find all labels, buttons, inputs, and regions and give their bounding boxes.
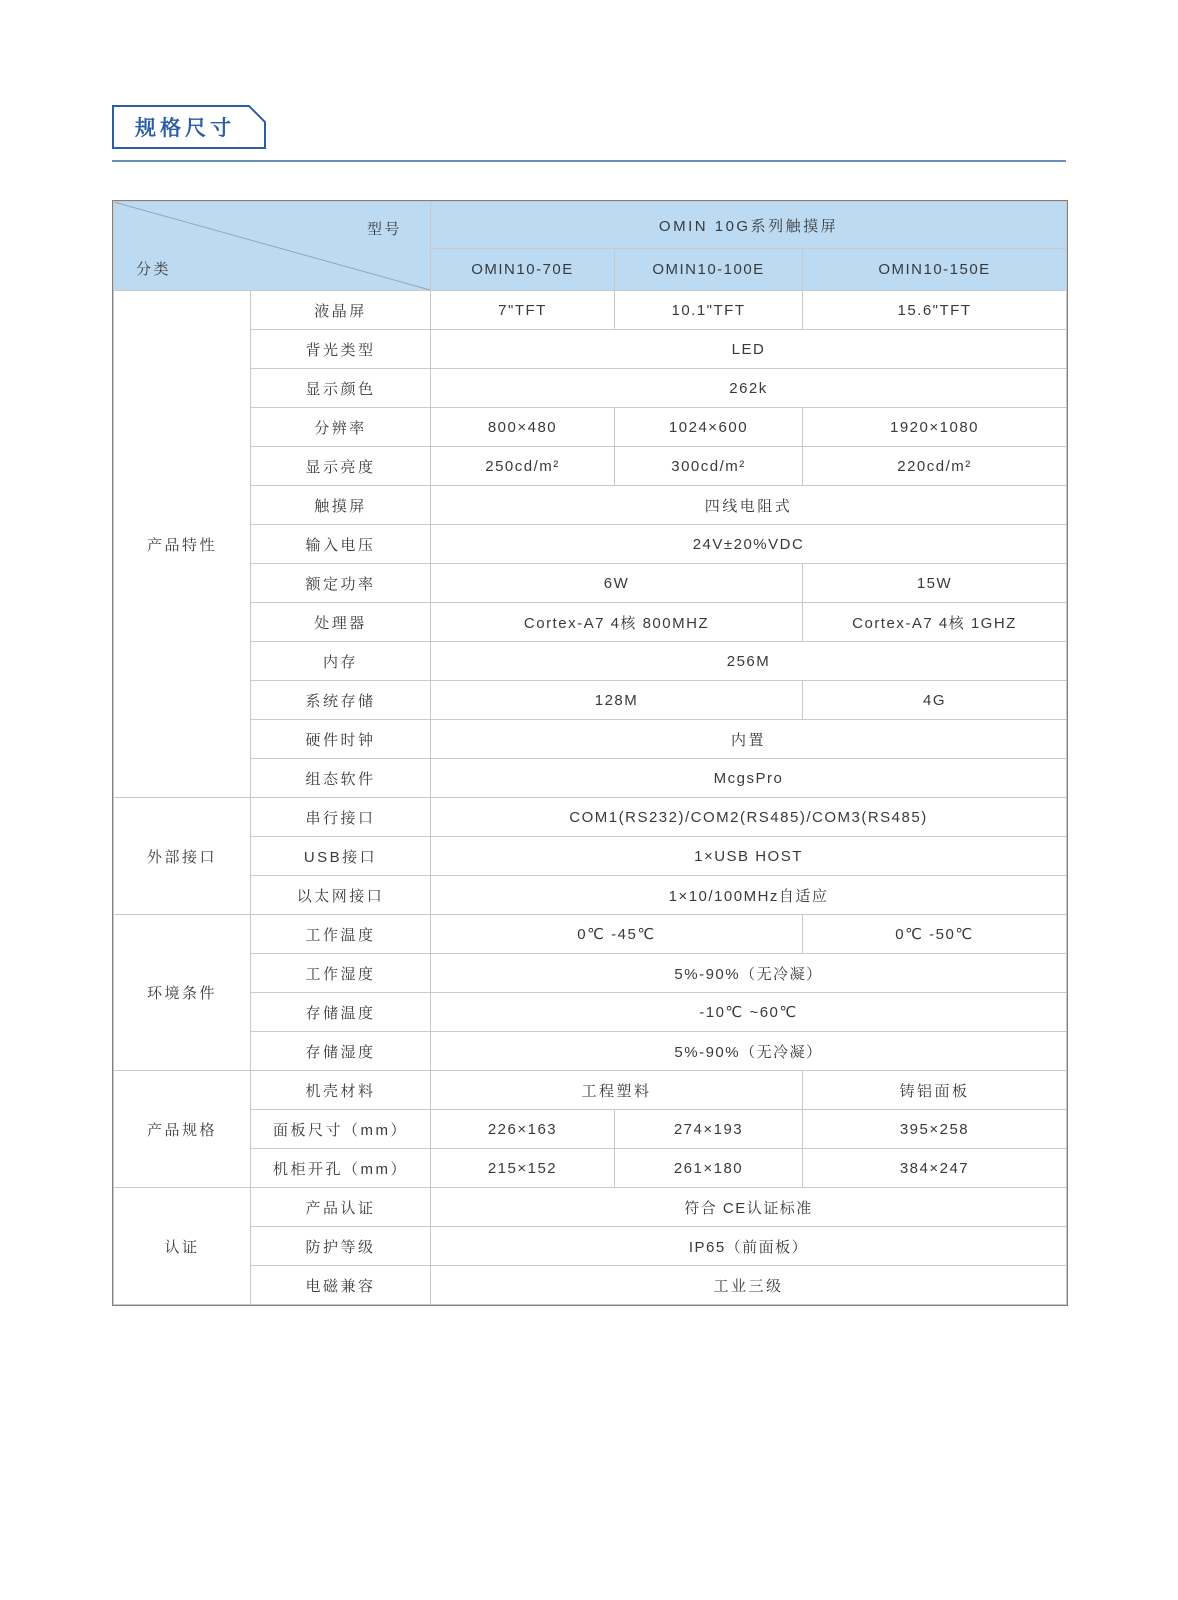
spec-value-cell: 工业三级 [431,1266,1067,1305]
spec-label-cell: 存储温度 [251,993,431,1032]
spec-label-cell: 机壳材料 [251,1071,431,1110]
spec-row [114,993,1067,1032]
spec-row [114,759,1067,798]
model-header: OMIN10-100E [615,249,803,291]
spec-value-cell: LED [431,330,1067,369]
spec-value-cell: Cortex-A7 4核 800MHZ [431,603,803,642]
spec-label-cell: 显示亮度 [251,447,431,486]
spec-value-cell: 7"TFT [431,291,615,330]
model-header: OMIN10-150E [803,249,1067,291]
spec-label-cell: 系统存储 [251,681,431,720]
spec-label-cell: 显示颜色 [251,369,431,408]
spec-row [114,447,1067,486]
spec-value-cell: 1024×600 [615,408,803,447]
corner-cell [114,202,431,291]
spec-row [114,1266,1067,1305]
spec-value-cell: 1×USB HOST [431,837,1067,876]
spec-label-cell: 面板尺寸（mm） [251,1110,431,1149]
spec-value-cell: 符合 CE认证标准 [431,1188,1067,1227]
spec-value-cell: 226×163 [431,1110,615,1149]
spec-value-cell: 395×258 [803,1110,1067,1149]
spec-row [114,1110,1067,1149]
spec-row [114,603,1067,642]
spec-row [114,408,1067,447]
spec-row [114,330,1067,369]
spec-value-cell: 262k [431,369,1067,408]
spec-value-cell: 261×180 [615,1149,803,1188]
spec-value-cell: 4G [803,681,1067,720]
category-cell: 认证 [114,1188,251,1305]
spec-label-cell: 产品认证 [251,1188,431,1227]
corner-label-model: 型号 [366,221,402,238]
spec-label-cell: 以太网接口 [251,876,431,915]
spec-label-cell: 硬件时钟 [251,720,431,759]
spec-label-cell: 液晶屏 [251,291,431,330]
spec-label-cell: 存储湿度 [251,1032,431,1071]
spec-table [112,200,1068,1306]
spec-row [114,291,1067,330]
page-title: 规格尺寸 [135,117,235,140]
spec-value-cell: 铸铝面板 [803,1071,1067,1110]
spec-label-cell: 背光类型 [251,330,431,369]
spec-value-cell: COM1(RS232)/COM2(RS485)/COM3(RS485) [431,798,1067,837]
spec-value-cell: 15.6"TFT [803,291,1067,330]
spec-row [114,1071,1067,1110]
spec-value-cell: 215×152 [431,1149,615,1188]
category-cell: 外部接口 [114,798,251,915]
spec-value-cell: 15W [803,564,1067,603]
spec-value-cell: 四线电阻式 [431,486,1067,525]
spec-value-cell: 384×247 [803,1149,1067,1188]
spec-value-cell: 1920×1080 [803,408,1067,447]
spec-row [114,915,1067,954]
spec-row [114,876,1067,915]
spec-value-cell: 24V±20%VDC [431,525,1067,564]
spec-row [114,1149,1067,1188]
spec-label-cell: 内存 [251,642,431,681]
spec-row [114,954,1067,993]
spec-label-cell: 电磁兼容 [251,1266,431,1305]
spec-row [114,720,1067,759]
corner-label-category: 分类 [136,261,172,278]
spec-label-cell: 工作温度 [251,915,431,954]
title-underline [112,160,1066,162]
spec-row [114,837,1067,876]
spec-row [114,798,1067,837]
spec-value-cell: 256M [431,642,1067,681]
spec-value-cell: 6W [431,564,803,603]
spec-row [114,486,1067,525]
category-cell: 产品特性 [114,291,251,798]
spec-value-cell: 220cd/m² [803,447,1067,486]
model-header: OMIN10-70E [431,249,615,291]
spec-label-cell: USB接口 [251,837,431,876]
spec-value-cell: 128M [431,681,803,720]
spec-label-cell: 触摸屏 [251,486,431,525]
spec-value-cell: 5%-90%（无冷凝） [431,954,1067,993]
spec-row [114,369,1067,408]
spec-value-cell: McgsPro [431,759,1067,798]
spec-value-cell: 250cd/m² [431,447,615,486]
spec-label-cell: 额定功率 [251,564,431,603]
spec-label-cell: 机柜开孔（mm） [251,1149,431,1188]
spec-row [114,681,1067,720]
spec-label-cell: 输入电压 [251,525,431,564]
spec-value-cell: -10℃ ~60℃ [431,993,1067,1032]
spec-label-cell: 防护等级 [251,1227,431,1266]
spec-value-cell: 0℃ -45℃ [431,915,803,954]
spec-value-cell: Cortex-A7 4核 1GHZ [803,603,1067,642]
spec-value-cell: 内置 [431,720,1067,759]
spec-label-cell: 分辨率 [251,408,431,447]
spec-value-cell: 10.1"TFT [615,291,803,330]
category-cell: 环境条件 [114,915,251,1071]
spec-value-cell: 0℃ -50℃ [803,915,1067,954]
spec-row [114,1227,1067,1266]
spec-value-cell: IP65（前面板） [431,1227,1067,1266]
spec-value-cell: 274×193 [615,1110,803,1149]
spec-value-cell: 1×10/100MHz自适应 [431,876,1067,915]
spec-value-cell: 工程塑料 [431,1071,803,1110]
category-cell: 产品规格 [114,1071,251,1188]
spec-row [114,1032,1067,1071]
spec-label-cell: 工作湿度 [251,954,431,993]
spec-row [114,525,1067,564]
spec-label-cell: 组态软件 [251,759,431,798]
spec-row [114,564,1067,603]
page-title-box [112,105,266,149]
spec-label-cell: 串行接口 [251,798,431,837]
spec-value-cell: 5%-90%（无冷凝） [431,1032,1067,1071]
spec-row [114,642,1067,681]
header-row-series [114,202,1067,249]
spec-label-cell: 处理器 [251,603,431,642]
spec-value-cell: 800×480 [431,408,615,447]
spec-row [114,1188,1067,1227]
series-title-cell: OMIN 10G系列触摸屏 [431,202,1067,249]
spec-value-cell: 300cd/m² [615,447,803,486]
